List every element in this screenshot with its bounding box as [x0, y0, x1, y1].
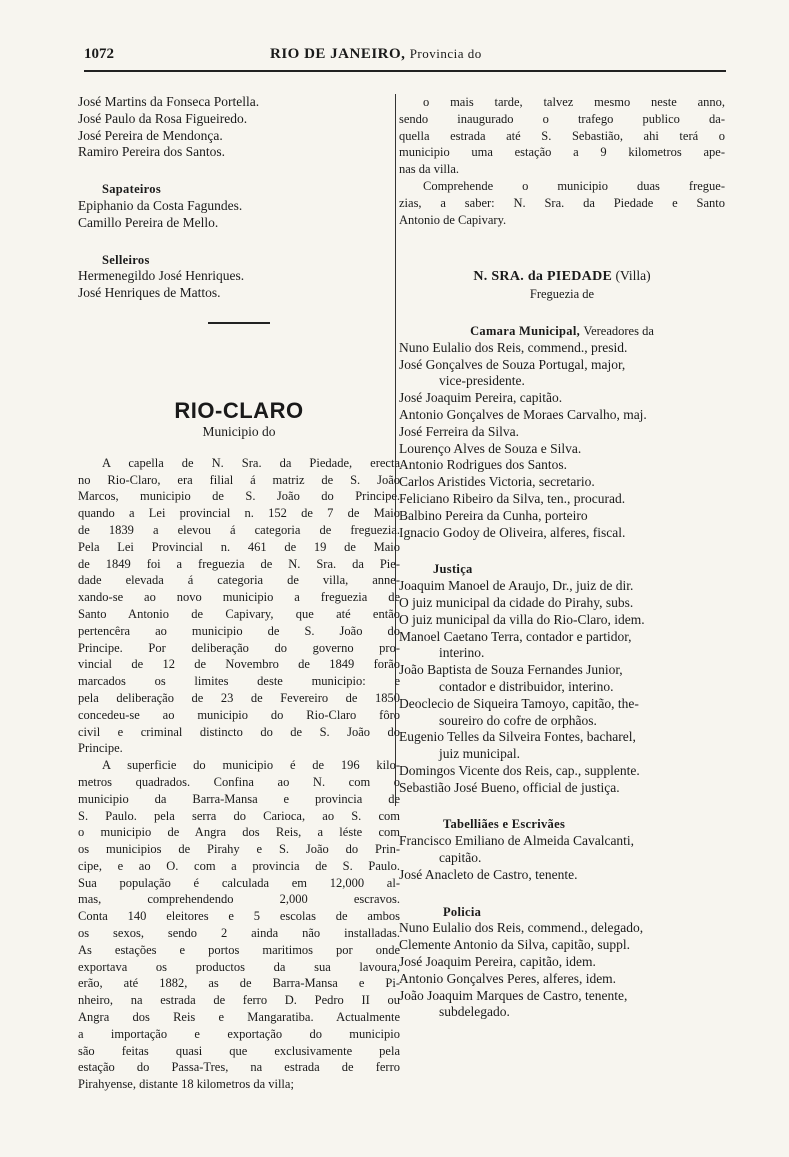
paragraph-line: erão, até 1882, as de Barra-Mansa e Pi- [78, 976, 400, 991]
name-list-sapateiros [78, 198, 400, 232]
camara-heading-tail: Vereadores da [583, 323, 654, 338]
paragraph-line: exportava os productos da sua lavoura, [78, 959, 400, 974]
paragraph-line: de 1839 a elevou á categoria de freguezia. [78, 522, 400, 537]
paragraph-line: A capella de N. Sra. da Piedade, erecta [102, 455, 400, 470]
paragraph-line: a importação e exportação do municipio [78, 1026, 400, 1041]
paragraph-line: nheiro, na estrada de ferro D. Pedro II ou [78, 993, 400, 1008]
entry-line: Antonio Gonçalves de Moraes Carvalho, maj. [399, 406, 647, 422]
paragraph-line: os sexos, sendo 2 ainda não installadas. [78, 926, 400, 941]
header-rule [84, 70, 726, 72]
entry-line: Nuno Eulalio dos Reis, commend., presid. [399, 339, 628, 355]
entry-line: Carlos Aristides Victoria, secretario. [399, 474, 595, 490]
paragraph-line: no Rio-Claro, era filial á matriz de S. João [78, 472, 400, 487]
municipio-subtitle: Municipio do [202, 423, 276, 439]
freguezias-paragraph [399, 178, 725, 228]
entry-line: Deoclecio de Siqueira Tamoyo, capitão, the- [399, 695, 639, 711]
entry-continuation: vice-presidente. [439, 373, 525, 389]
page-number: 1072 [84, 46, 114, 62]
entry-line: Sebastião José Bueno, official de justiça. [399, 779, 620, 795]
camara-heading [399, 323, 725, 340]
paragraph-line: mas, comprehendendo 2,000 escravos. [78, 892, 400, 907]
entry-line: Francisco Emiliano de Almeida Cavalcanti, [399, 833, 635, 849]
entry-line: José Anacleto de Castro, tenente. [399, 866, 578, 882]
text-line: Camillo Pereira de Mello. [78, 214, 219, 230]
entry-line: João Joaquim Marques de Castro, tenente, [399, 987, 628, 1003]
paragraph-line: o municipio de Angra dos Reis, a léste com [78, 825, 400, 840]
text-line: José Pereira de Mendonça. [78, 127, 223, 143]
history-paragraph [78, 455, 400, 757]
paragraph-line: metros quadrados. Confina ao N. com o [78, 774, 400, 789]
policia-list [399, 920, 725, 1021]
geography-paragraph [78, 757, 400, 1093]
entry-line: José Joaquim Pereira, capitão, idem. [399, 954, 596, 970]
paragraph-line: de 1849 foi a freguezia de N. Sra. da Pie- [78, 556, 400, 571]
entry-continuation: juiz municipal. [439, 746, 520, 762]
paragraph-line: Principe. [78, 741, 123, 756]
parish-subtitle: Freguezia de [529, 287, 595, 302]
name-list-selleiros [78, 268, 400, 302]
paragraph-line: Conta 140 eleitores e 5 escolas de ambos [78, 909, 400, 924]
paragraph-line: zias, a saber: N. Sra. da Piedade e Santo [399, 195, 725, 210]
entry-line: O juiz municipal da cidade do Pirahy, subs. [399, 594, 634, 610]
entry-line: José Gonçalves de Souza Portugal, major, [399, 356, 626, 372]
text-line: José Henriques de Mattos. [78, 285, 221, 301]
paragraph-line: Principe. Por deliberação do governo pro- [78, 640, 400, 655]
paragraph-line: As estações e portos maritimos por onde [78, 942, 400, 957]
running-title-sub: Provincia do [409, 46, 482, 61]
paragraph-line: são feitas quasi que exclusivamente pela [78, 1043, 400, 1058]
paragraph-line: dade elevada á categoria de villa, anne- [78, 573, 400, 588]
paragraph-line: estação do Passa-Tres, na estrada de ferro [78, 1060, 400, 1075]
continuation-paragraph [399, 94, 725, 178]
entry-line: Balbino Pereira da Cunha, porteiro [399, 507, 588, 523]
running-title-main: RIO DE JANEIRO, [270, 46, 406, 62]
entry-line: Antonio Rodrigues dos Santos. [399, 457, 568, 473]
right-column [399, 94, 725, 1021]
paragraph-line: sendo inaugurado o trafego publico da- [399, 111, 725, 126]
entry-line: Eugenio Telles da Silveira Fontes, bacharel, [399, 729, 636, 745]
paragraph-line: pela deliberação de 23 de Fevereiro de 1850 [78, 690, 400, 705]
entry-line: João Baptista de Souza Fernandes Junior, [399, 662, 623, 678]
entry-line: José Joaquim Pereira, capitão. [399, 390, 563, 406]
section-heading-selleiros: Selleiros [102, 252, 150, 267]
text-line: Epiphanio da Costa Fagundes. [78, 197, 243, 213]
parish-title [399, 268, 725, 286]
entry-line: Clemente Antonio da Silva, capitão, suppl. [399, 937, 630, 953]
section-heading-tabelliaes: Tabelliães e Escrivães [443, 817, 566, 832]
paragraph-line: quando a Lei provincial n. 152 de 7 de Maio [78, 506, 400, 521]
paragraph-line: xando-se ao novo municipio a freguezia de [78, 590, 400, 605]
running-title [270, 46, 482, 63]
entry-line: Joaquim Manoel de Araujo, Dr., juiz de dir. [399, 578, 634, 594]
paragraph-line: o mais tarde, talvez mesmo neste anno, [423, 95, 725, 109]
justica-list [399, 578, 725, 796]
paragraph-line: A superficie do municipio é de 196 kilo- [102, 758, 400, 773]
parish-title-tail: (Villa) [615, 268, 651, 284]
paragraph-line: Pela Lei Provincial n. 461 de 19 de Maio [78, 539, 400, 554]
text-line: José Paulo da Rosa Figueiredo. [78, 110, 248, 126]
paragraph-line: Santo Antonio de Capivary, que até então [78, 606, 400, 621]
paragraph-line: vincial de 12 de Novembro de 1849 forão [78, 657, 400, 672]
paragraph-line: quella estrada até S. Sebastião, ahi terá o [399, 128, 725, 143]
paragraph-line: cipe, e ao O. com a provincia de S. Paulo. [78, 858, 400, 873]
paragraph-line: Angra dos Reis e Mangaratiba. Actualmente [78, 1010, 400, 1025]
camara-list [399, 340, 725, 542]
paragraph-line: S. Paulo. pela serra do Carioca, ao S. com [78, 808, 400, 823]
paragraph-line: municipio uma estação a 9 kilometros ape- [399, 145, 725, 160]
paragraph-line: Antonio de Capivary. [399, 212, 507, 227]
text-line: Ramiro Pereira dos Santos. [78, 144, 225, 160]
tabelliaes-list [399, 833, 725, 883]
entry-line: O juiz municipal da villa do Rio-Claro, idem. [399, 611, 645, 627]
section-heading-policia: Policia [443, 904, 482, 919]
paragraph-line: concedeu-se ao municipio do Rio-Claro fôro [78, 707, 400, 722]
paragraph-line: pertencêra ao municipio de S. João do [78, 623, 400, 638]
paragraph-line: Marcos, municipio de S. João do Principe. [78, 489, 400, 504]
entry-line: Feliciano Ribeiro da Silva, ten., procurad. [399, 490, 626, 506]
entry-line: Manoel Caetano Terra, contador e partidor, [399, 628, 632, 644]
entry-continuation: capitão. [439, 850, 482, 866]
entry-continuation: subdelegado. [439, 1004, 510, 1020]
section-heading-justica: Justiça [433, 562, 473, 577]
municipio-title: RIO-CLARO [174, 397, 304, 423]
section-heading-sapateiros: Sapateiros [102, 182, 162, 197]
entry-line: Nuno Eulalio dos Reis, commend., delegado, [399, 920, 644, 936]
paragraph-line: civil e criminal distincto do de S. João do [78, 724, 400, 739]
entry-continuation: contador e distribuidor, interino. [439, 678, 614, 694]
text-line: Hermenegildo José Henriques. [78, 268, 245, 284]
text-line: José Martins da Fonseca Portella. [78, 94, 260, 109]
left-column [78, 94, 400, 1093]
entry-line: José Ferreira da Silva. [399, 423, 519, 439]
entry-line: Domingos Vicente dos Reis, cap., supplente. [399, 762, 640, 778]
paragraph-line: Comprehende o municipio duas fregue- [423, 178, 725, 193]
camara-heading-main: Camara Municipal, [470, 323, 581, 338]
parish-title-main: N. SRA. da PIEDADE [473, 269, 613, 285]
entry-line: Lourenço Alves de Souza e Silva. [399, 440, 582, 456]
paragraph-line: Pirahyense, distante 18 kilometros da villa; [78, 1077, 294, 1092]
paragraph-line: nas da villa. [399, 162, 460, 177]
paragraph-line: municipio da Barra-Mansa e provincia de [78, 791, 400, 806]
entry-continuation: interino. [439, 645, 485, 661]
entry-line: Antonio Gonçalves Peres, alferes, idem. [399, 970, 617, 986]
page-header [84, 46, 724, 68]
paragraph-line: os municipios de Pirahy e S. João do Prin- [78, 842, 400, 857]
paragraph-line: marcados os limites deste municipio: e [78, 674, 400, 689]
name-list-top [78, 94, 400, 161]
paragraph-line: Sua população é calculada em 12,000 al- [78, 875, 400, 890]
entry-line: Ignacio Godoy de Oliveira, alferes, fiscal. [399, 524, 626, 540]
entry-continuation: soureiro do cofre de orphãos. [439, 712, 597, 728]
